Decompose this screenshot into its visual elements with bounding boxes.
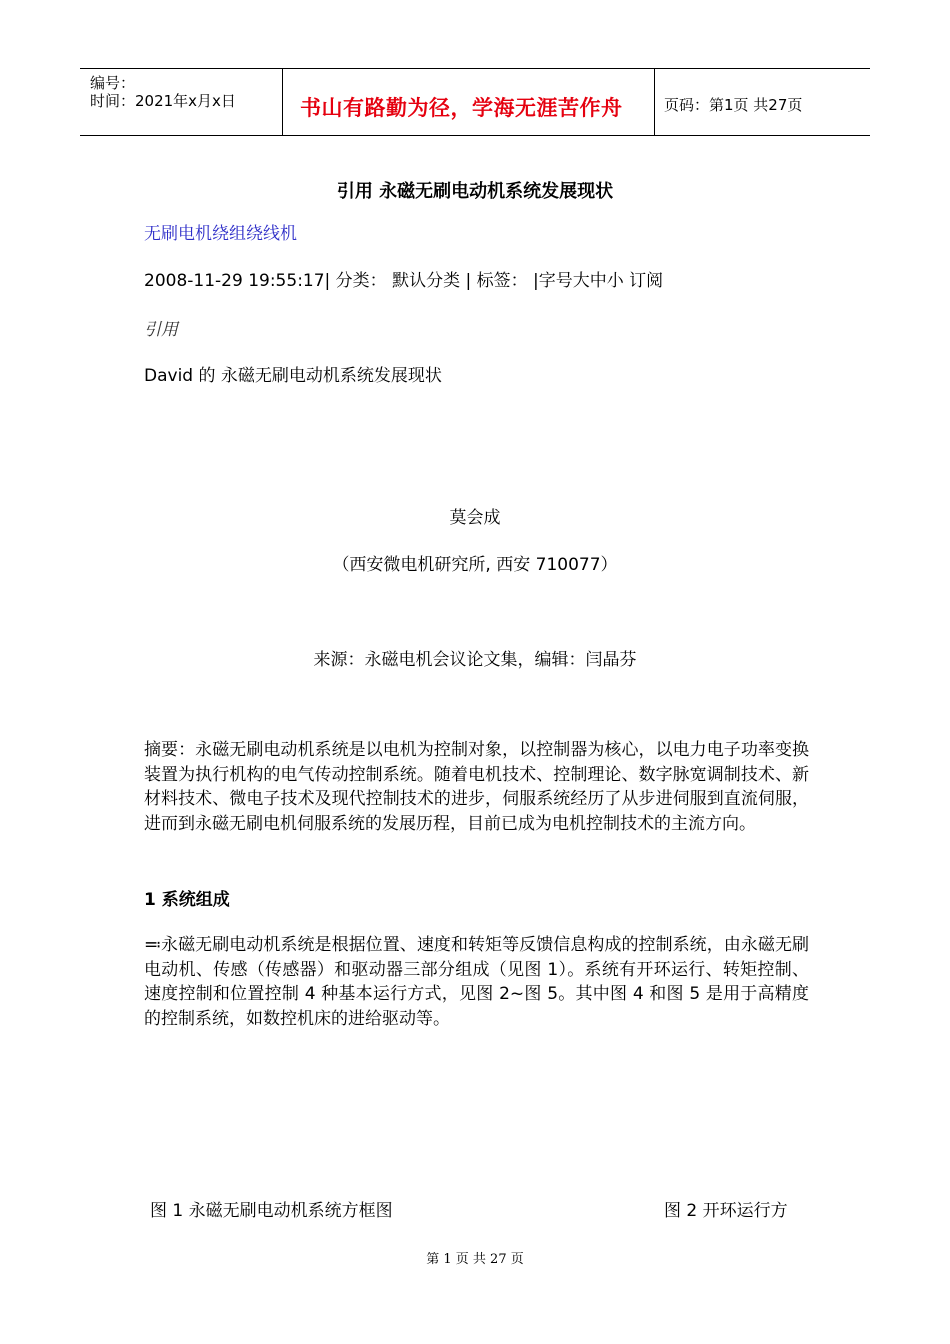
section-1-heading: 1 系统组成 (144, 890, 230, 910)
header-top-rule (80, 68, 870, 69)
figure-2-caption: 图 2 开环运行方 (664, 1201, 788, 1221)
quote-source-line: David 的 永磁无刷电动机系统发展现状 (144, 366, 442, 386)
header-motto: 书山有路勤为径，学海无涯苦作舟 (300, 96, 623, 120)
article-title: 引用 永磁无刷电动机系统发展现状 (336, 181, 614, 202)
document-time-label: 时间：2021年x月x日 (90, 92, 236, 110)
document-number-label: 编号： (90, 74, 136, 92)
header-bottom-rule (80, 135, 870, 136)
header-divider-left (282, 68, 283, 136)
header-page-info: 页码：第1页 共27页 (664, 96, 803, 114)
page-footer: 第 1 页 共 27 页 (426, 1252, 524, 1267)
article-meta-line: 2008-11-29 19:55:17| 分类： 默认分类 | 标签： |字号大中小 订阅 (144, 271, 664, 291)
abstract-paragraph: 摘要：永磁无刷电动机系统是以电机为控制对象，以控制器为核心，以电力电子功率变换装置为执行机构的电气传动控制系统。随着电机技术、控制理论、数字脉宽调制技术、新材料技术、微电子技术及现代控制技术的进步，伺服系统经历了从步进伺服到直流伺服，进而到永磁无刷电机伺服系统的发展历程，目前已成为电机控制技术的主流方向。 (144, 740, 809, 834)
author-affiliation: （西安微电机研究所, 西安 710077） (332, 555, 618, 575)
article-link[interactable]: 无刷电机绕组绕线机 (144, 224, 297, 244)
section-1-paragraph: ≕永磁无刷电动机系统是根据位置、速度和转矩等反馈信息构成的控制系统，由永磁无刷电动机、传感（传感器）和驱动器三部分组成（见图 1）。系统有开环运行、转矩控制、速度控制和位置控制 4 种基本运行方式，见图 2~图 5。其中图 4 和图 5 是用于高精度的控制系统，如数控机床的进给驱动等。 (144, 935, 809, 1029)
quote-label: 引用 (144, 320, 178, 340)
author-name: 莫会成 (449, 508, 501, 528)
figure-1-caption: 图 1 永磁无刷电动机系统方框图 (150, 1201, 393, 1221)
header-divider-right (654, 68, 655, 136)
article-source: 来源：永磁电机会议论文集，编辑：闫晶芬 (313, 650, 637, 670)
